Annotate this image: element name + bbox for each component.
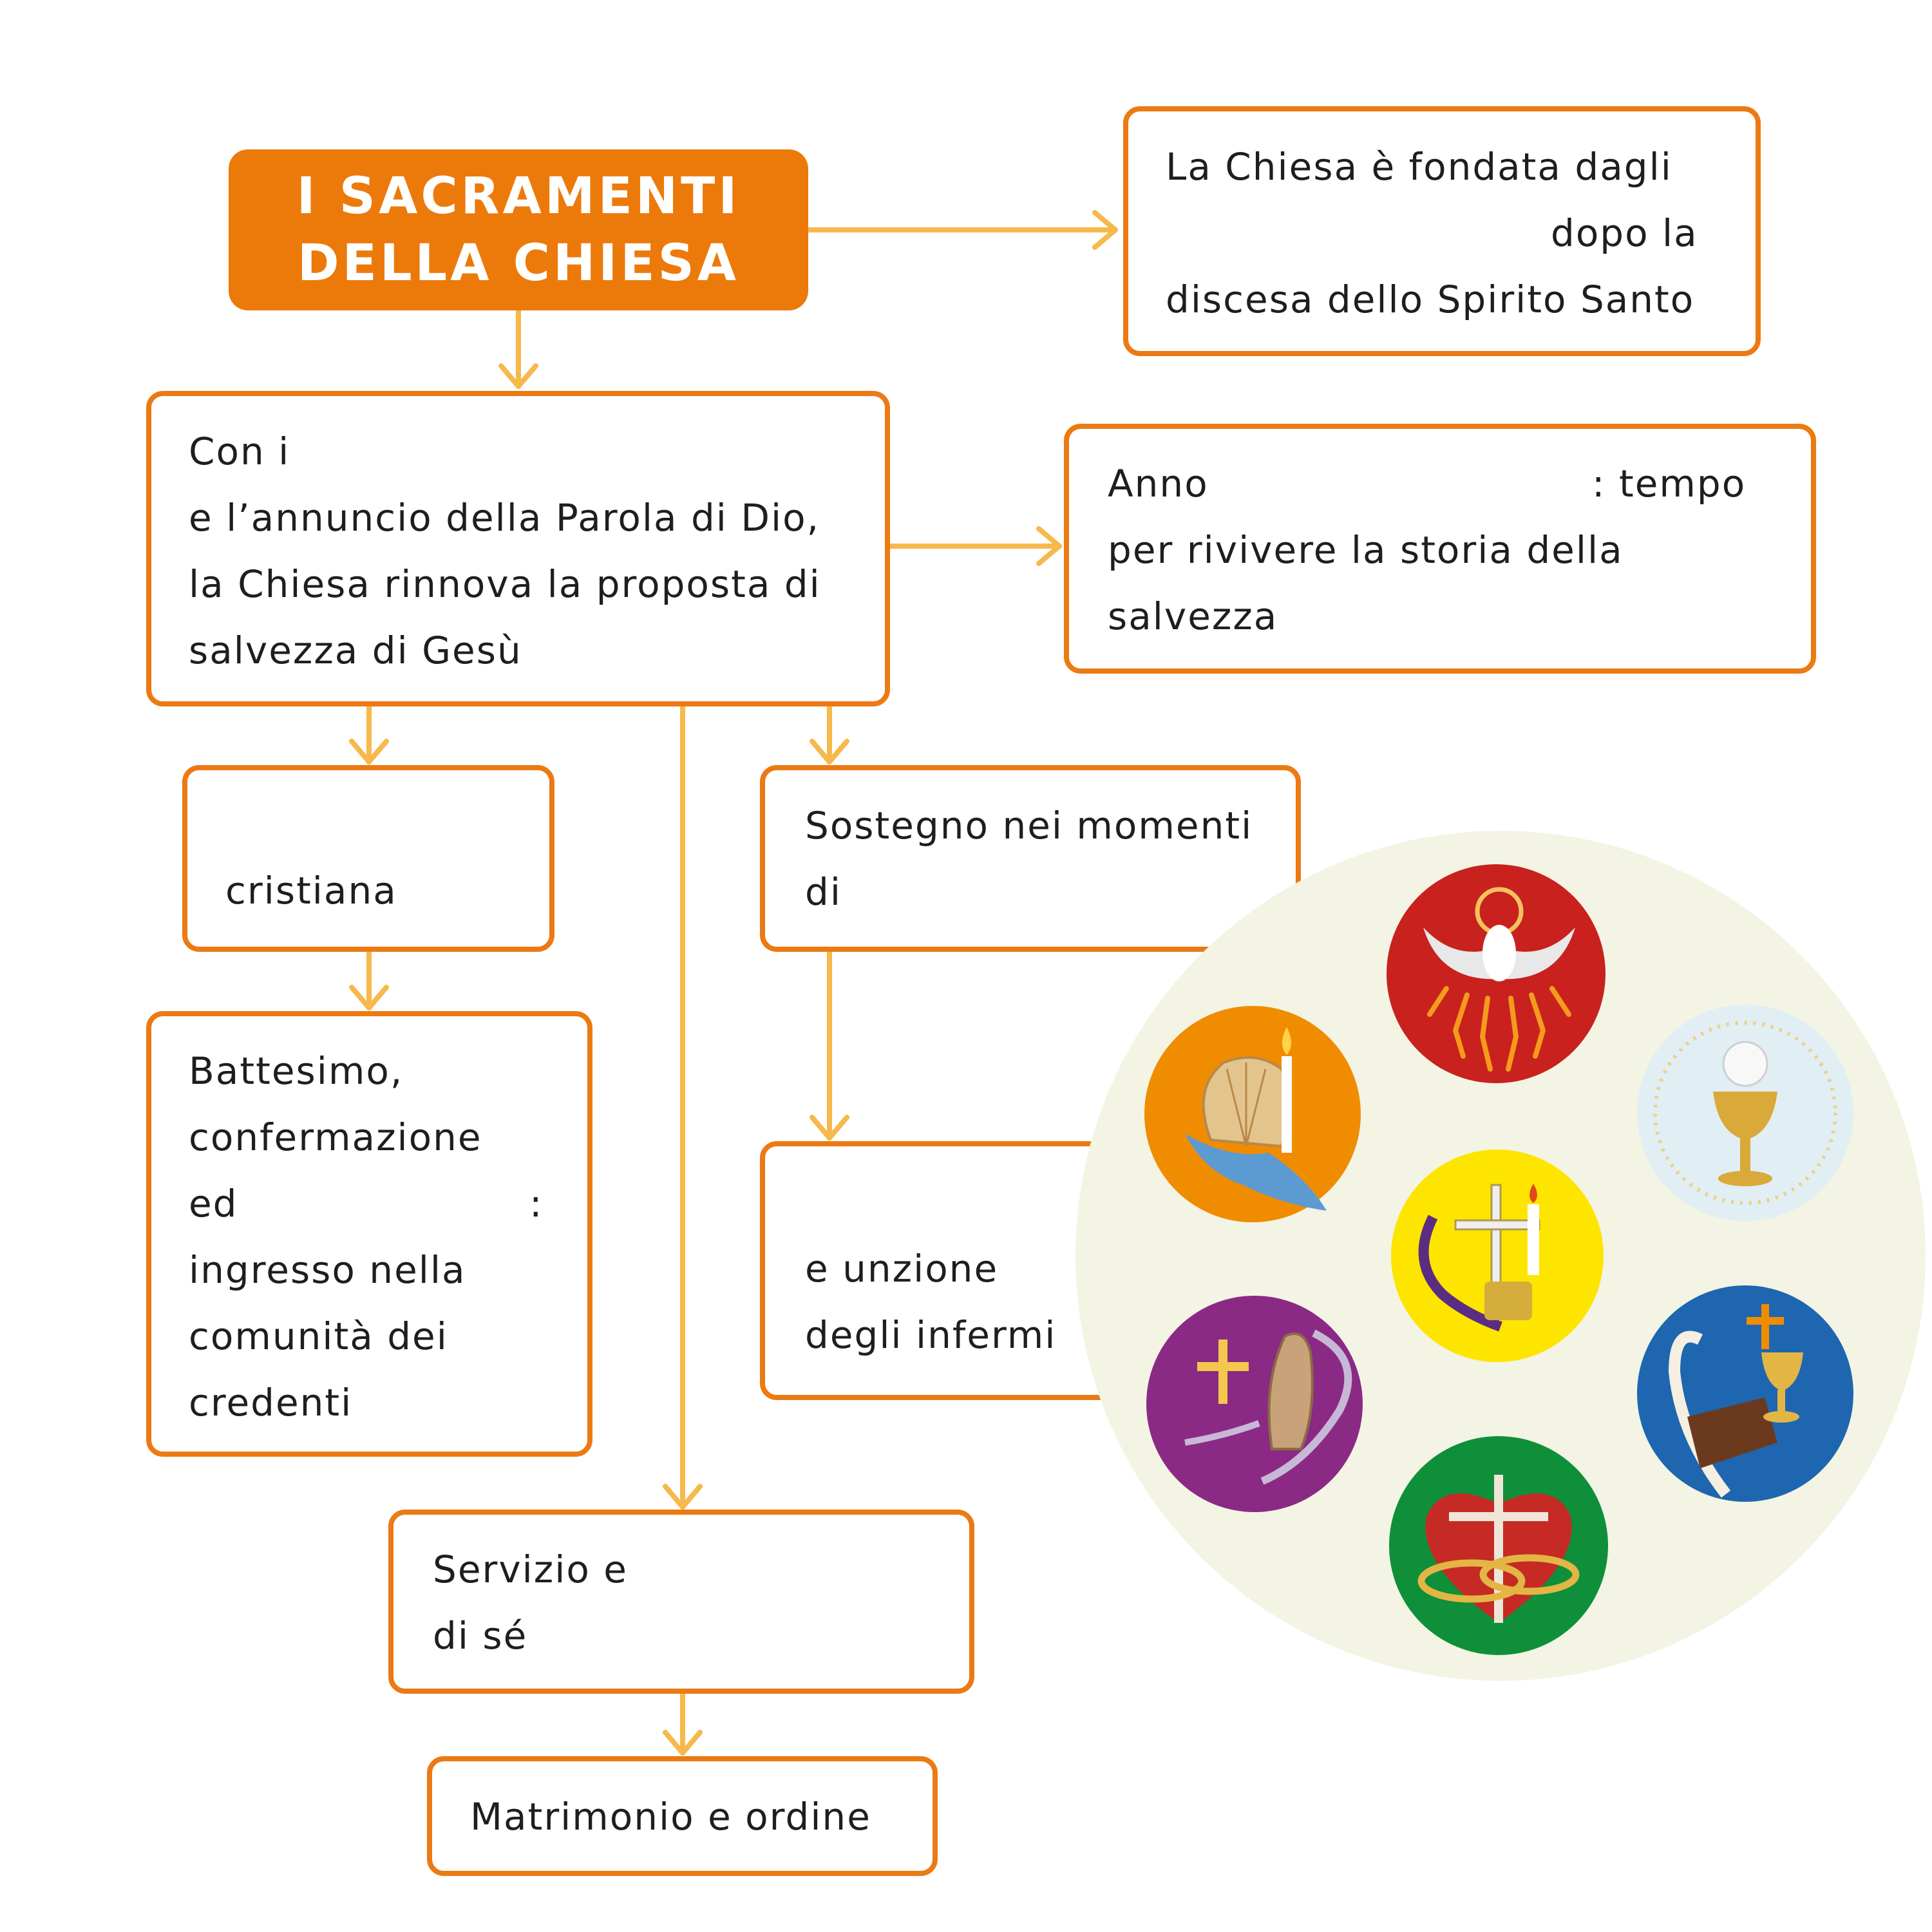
confirmation-cross-candle-icon <box>1391 1150 1604 1362</box>
healing-line-1: e unzione <box>805 1247 999 1291</box>
service-line-1: Servizio e <box>433 1548 628 1591</box>
sacraments-intro-line-4: salvezza di Gesù <box>189 629 522 672</box>
church-founded-line-2: dopo la <box>1551 211 1698 255</box>
sacraments-intro-line-1: Con i <box>189 430 290 473</box>
service-line-2: di sé <box>433 1614 528 1658</box>
church-founded-line-1: La Chiesa è fondata dagli <box>1166 145 1672 189</box>
liturgical-year-line-3: salvezza <box>1108 594 1278 638</box>
service-sacraments-line-1: Matrimonio e ordine <box>470 1795 871 1839</box>
initiation-sacraments-line-3b: : <box>529 1182 544 1226</box>
healing-line-2: degli infermi <box>805 1313 1057 1357</box>
sacraments-intro-line-2: e l’annuncio della Parola di Dio, <box>189 496 820 540</box>
church-founded-line-3: discesa dello Spirito Santo <box>1166 278 1695 321</box>
initiation-sacraments-line-1: Battesimo, <box>189 1049 404 1093</box>
support-line-2: di <box>805 870 842 914</box>
liturgical-year-line-2: per rivivere la storia della <box>1108 528 1624 572</box>
liturgical-year-line-1a: Anno <box>1108 462 1209 506</box>
liturgical-year-line-1b: : tempo <box>1592 462 1747 506</box>
title-line-1: I SACRAMENTI <box>296 167 741 225</box>
dove-holy-spirit-icon <box>1387 864 1605 1083</box>
support-line-1: Sostegno nei momenti <box>805 804 1253 848</box>
initiation-sacraments-line-2: confermazione <box>189 1115 482 1159</box>
initiation-sacraments-line-4: ingresso nella <box>189 1248 466 1292</box>
title-line-2: DELLA CHIESA <box>297 234 740 292</box>
baptism-shell-candle-icon <box>1144 1006 1361 1222</box>
initiation-sacraments-line-3a: ed <box>189 1182 238 1226</box>
matrimony-heart-rings-icon <box>1389 1436 1608 1655</box>
eucharist-chalice-host-icon <box>1637 1005 1853 1221</box>
sacraments-intro-line-3: la Chiesa rinnova la proposta di <box>189 562 821 606</box>
initiation-line-1: cristiana <box>225 869 397 913</box>
holy-orders-stole-book-chalice-icon <box>1637 1285 1853 1502</box>
reconciliation-hand-stole-icon <box>1146 1296 1363 1512</box>
initiation-sacraments-line-5: comunità dei <box>189 1314 448 1358</box>
initiation-sacraments-line-6: credenti <box>189 1381 353 1425</box>
